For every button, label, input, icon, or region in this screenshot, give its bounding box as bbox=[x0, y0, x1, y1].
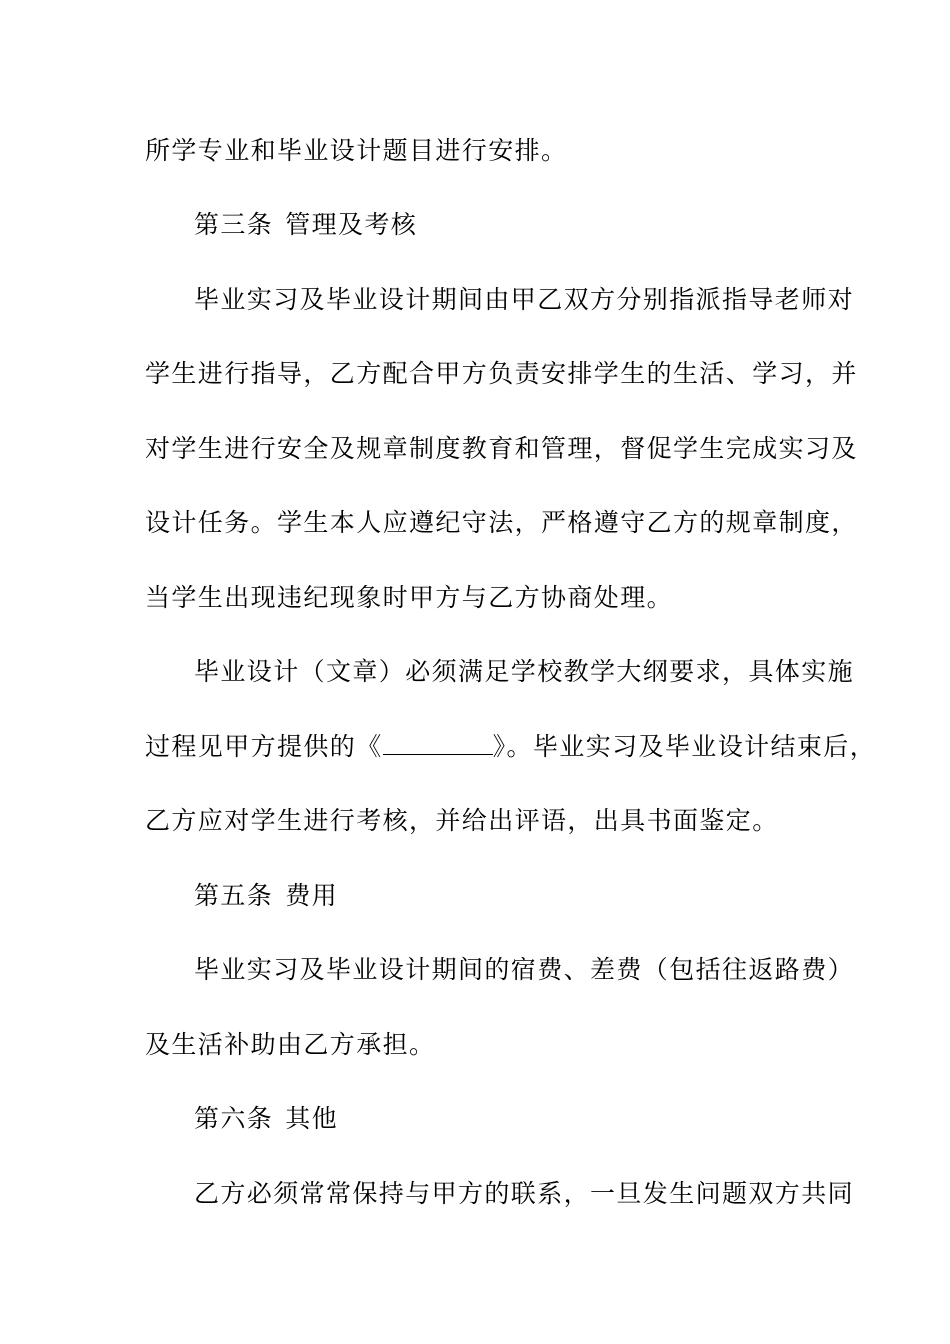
paragraph-line: 毕业实习及毕业设计期间的宿费、差费（包括往返路费） bbox=[194, 955, 855, 984]
article-6-heading bbox=[194, 1104, 338, 1134]
article-5-heading bbox=[194, 881, 338, 911]
article-6-title: 其他 bbox=[285, 1104, 339, 1133]
article-3-title: 管理及考核 bbox=[285, 210, 418, 239]
paragraph-line-with-blank bbox=[145, 732, 876, 762]
paragraph-line: 毕业实习及毕业设计期间由甲乙双方分别指派指导老师对 bbox=[194, 285, 855, 314]
paragraph-line: 设计任务。学生本人应遵纪守法，严格遵守乙方的规章制度， bbox=[145, 508, 858, 537]
article-3-number: 第三条 bbox=[194, 210, 274, 239]
fill-in-blank bbox=[383, 734, 493, 755]
article-5-title: 费用 bbox=[285, 881, 339, 910]
article-3-heading bbox=[194, 210, 417, 240]
paragraph-line: 乙方必须常常保持与甲方的联系，一旦发生问题双方共同 bbox=[194, 1179, 855, 1208]
paragraph-line: 毕业设计（文章）必须满足学校教学大纲要求，具体实施 bbox=[194, 657, 855, 686]
paragraph-line: 对学生进行安全及规章制度教育和管理，督促学生完成实习及 bbox=[145, 434, 858, 463]
paragraph-line: 乙方应对学生进行考核，并给出评语，出具书面鉴定。 bbox=[145, 806, 779, 835]
paragraph-line: 当学生出现违纪现象时甲方与乙方协商处理。 bbox=[145, 583, 674, 612]
article-6-number: 第六条 bbox=[194, 1104, 274, 1133]
paragraph-line: 学生进行指导，乙方配合甲方负责安排学生的生活、学习，并 bbox=[145, 359, 858, 388]
paragraph-line: 所学专业和毕业设计题目进行安排。 bbox=[145, 136, 568, 165]
line-text-after-blank: 》。毕业实习及毕业设计结束后， bbox=[492, 732, 877, 761]
article-5-number: 第五条 bbox=[194, 881, 274, 910]
paragraph-line: 及生活补助由乙方承担。 bbox=[145, 1030, 436, 1059]
line-text-before-blank: 过程见甲方提供的《 bbox=[145, 732, 383, 761]
